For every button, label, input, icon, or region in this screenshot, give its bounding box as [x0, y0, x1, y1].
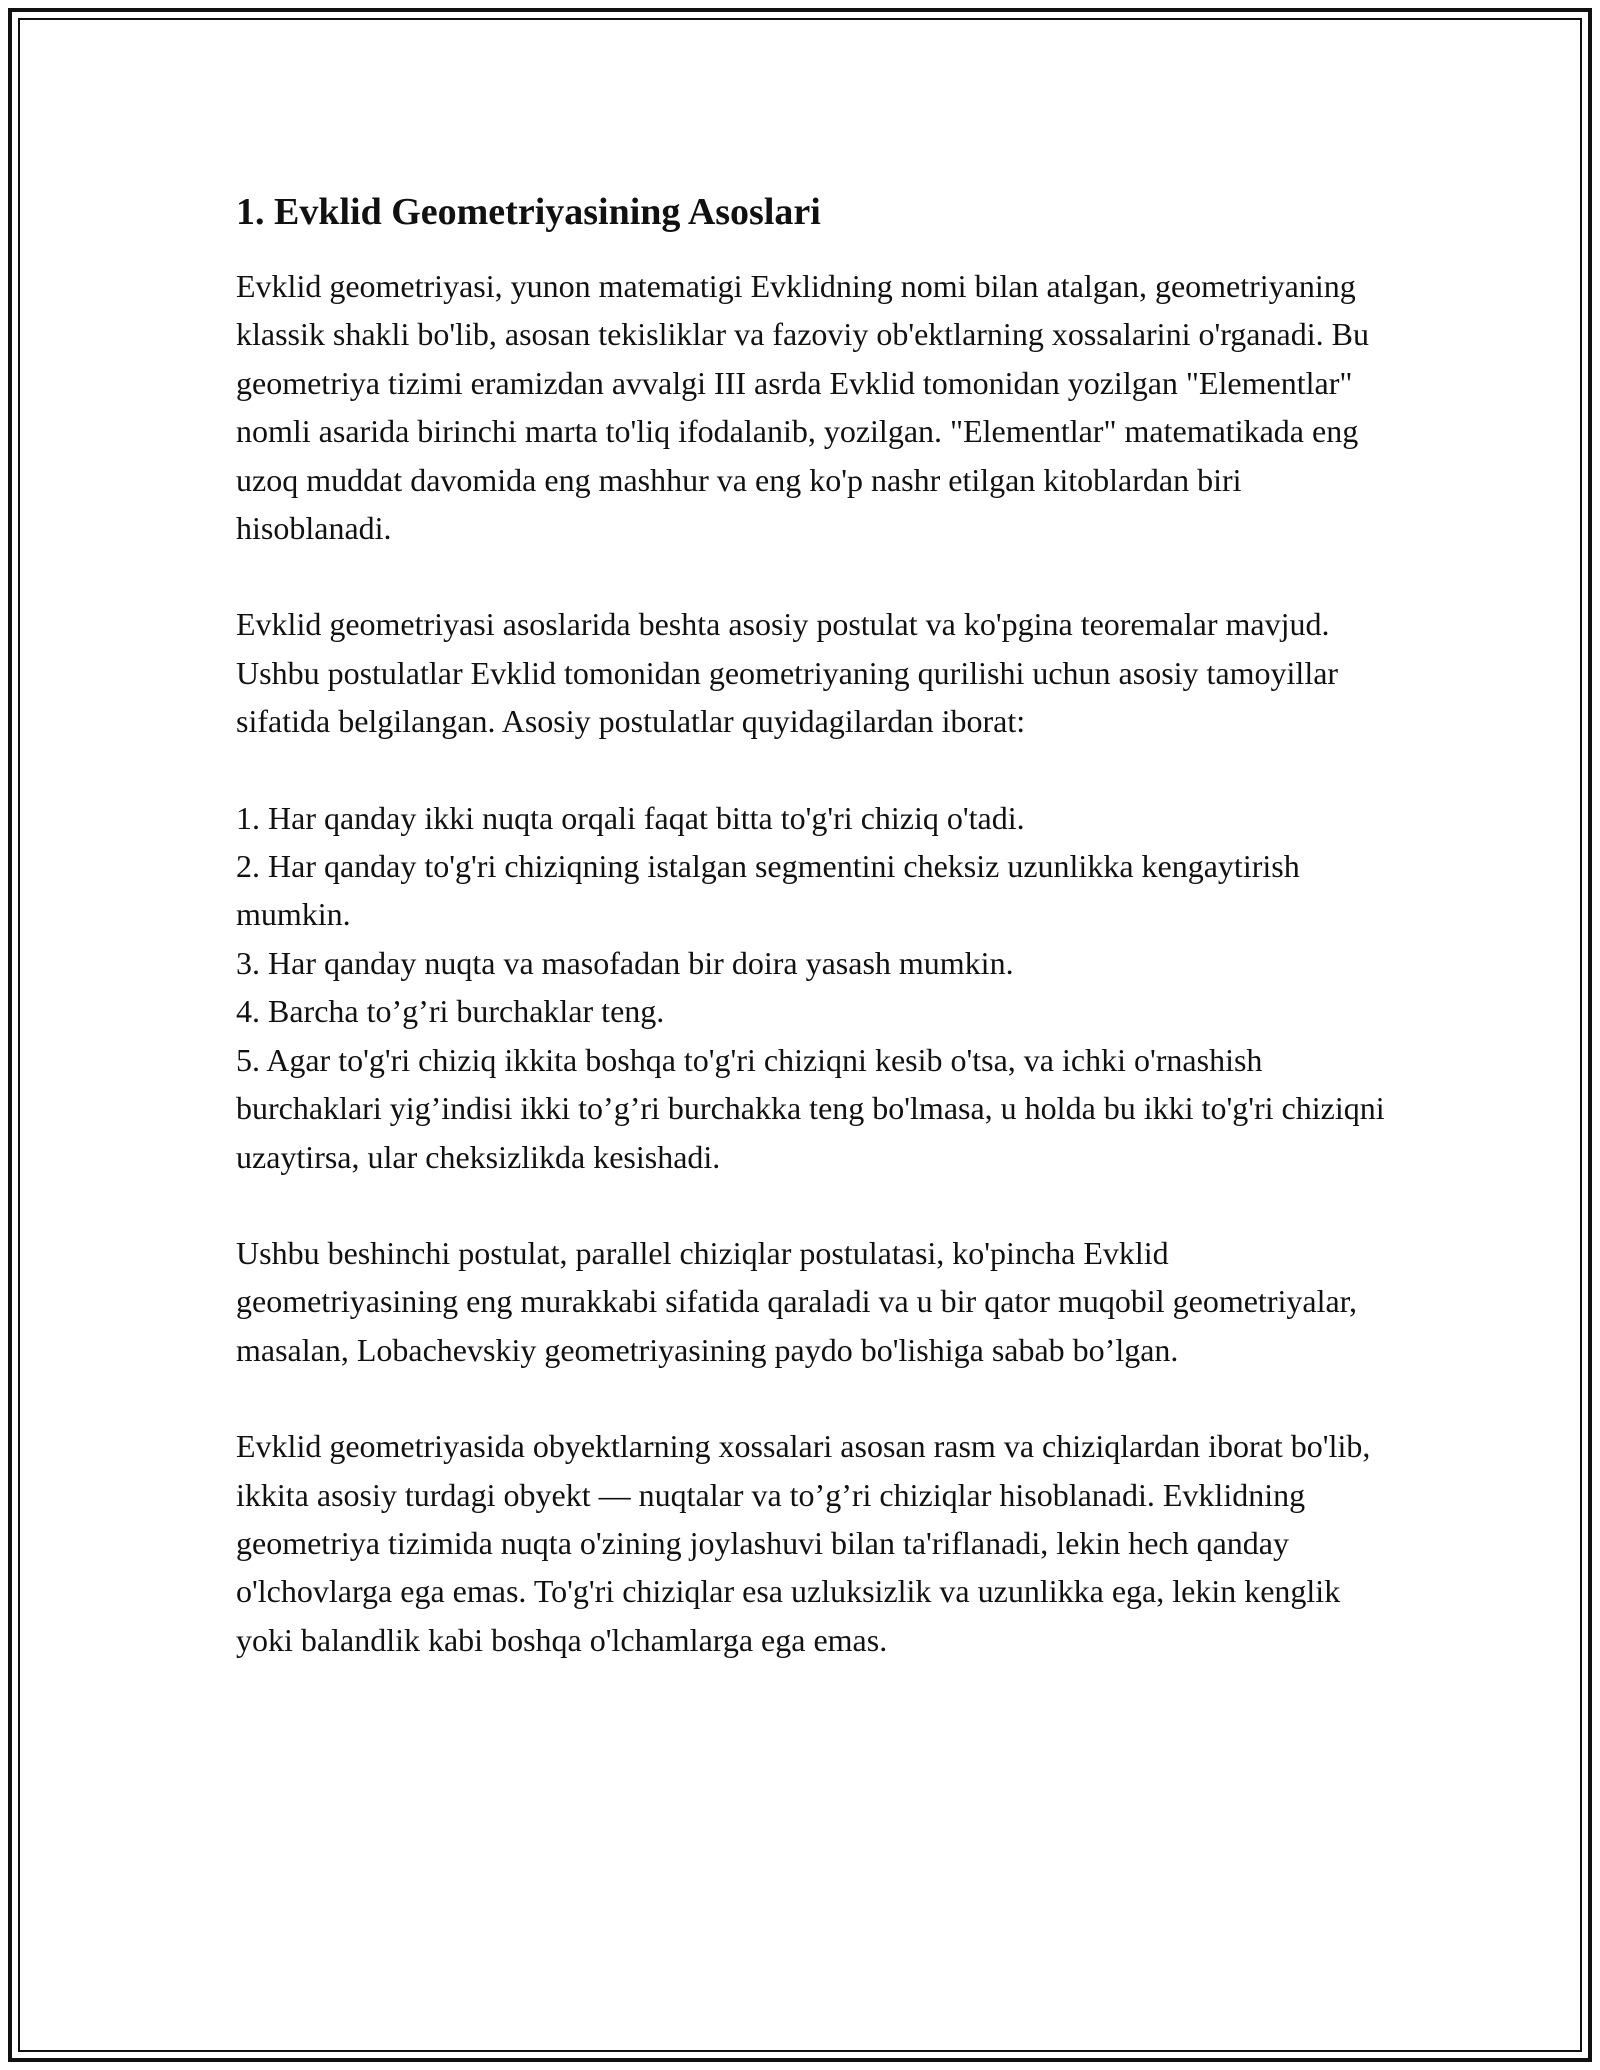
fifth-postulate-paragraph: Ushbu beshinchi postulat, parallel chiziqlar postulatasi, ko'pincha Evklid geometriyasining eng murakkabi sifatida qaraladi va u bir qator muqobil geometriyalar, masalan, Lobachevskiy geometriyasining paydo bo'lishiga sabab bo’lgan. [236, 1234, 1358, 1368]
section-heading: 1. Evklid Geometriyasining Asoslari [236, 191, 821, 233]
objects-paragraph: Evklid geometriyasida obyektlarning xossalari asosan rasm va chiziqlardan iborat bo'lib, ikkita asosiy turdagi obyekt — nuqtalar va to’g’ri chiziqlar hisoblanadi. Evklidning geometriya tizimida nuqta o'zining joylashuvi bilan ta'riflanadi, lekin hech qanday o'lchovlarga ega emas. To'g'ri chiziqlar esa uzluksizlik va uzunlikka ega, lekin kenglik yoki balandlik kabi boshqa o'lchamlarga ega emas. [236, 1428, 1371, 1658]
postulate-item-1: 1. Har qanday ikki nuqta orqali faqat bitta to'g'ri chiziq o'tadi. [236, 799, 1025, 836]
postulate-item-3: 3. Har qanday nuqta va masofadan bir doira yasash mumkin. [236, 944, 1014, 981]
postulates-intro-paragraph: Evklid geometriyasi asoslarida beshta asosiy postulat va ko'pgina teoremalar mavjud. Ushbu postulatlar Evklid tomonidan geometriyaning qurilishi uchun asosiy tamoyillar sifatida belgilangan. Asosiy postulatlar quyidagilardan iborat: [236, 606, 1339, 740]
intro-paragraph: Evklid geometriyasi, yunon matematigi Evklidning nomi bilan atalgan, geometriyaning klassik shakli bo'lib, asosan tekisliklar va fazoviy ob'ektlarning xossalarini o'rganadi. Bu geometriya tizimi eramizdan avvalgi III asrda Evklid tomonidan yozilgan "Elementlar" nomli asarida birinchi marta to'liq ifodalanib, yozilgan. "Elementlar" matematikada eng uzoq muddat davomida eng mashhur va eng ko'p nashr etilgan kitoblardan biri hisoblanadi. [236, 268, 1369, 547]
postulate-item-2: 2. Har qanday to'g'ri chiziqning istalgan segmentini cheksiz uzunlikka kengaytirish mumkin. [236, 848, 1300, 933]
document-body [236, 186, 1386, 1712]
postulates-list [236, 794, 1386, 1181]
postulate-item-5: 5. Agar to'g'ri chiziq ikkita boshqa to'g'ri chiziqni kesib o'tsa, va ichki o'rnashish burchaklari yig’indisi ikki to’g’ri burchakka teng bo'lmasa, u holda bu ikki to'g'ri chiziqni uzaytirsa, ular cheksizlikda kesishadi. [236, 1041, 1385, 1175]
postulate-item-4: 4. Barcha to’g’ri burchaklar teng. [236, 993, 665, 1030]
